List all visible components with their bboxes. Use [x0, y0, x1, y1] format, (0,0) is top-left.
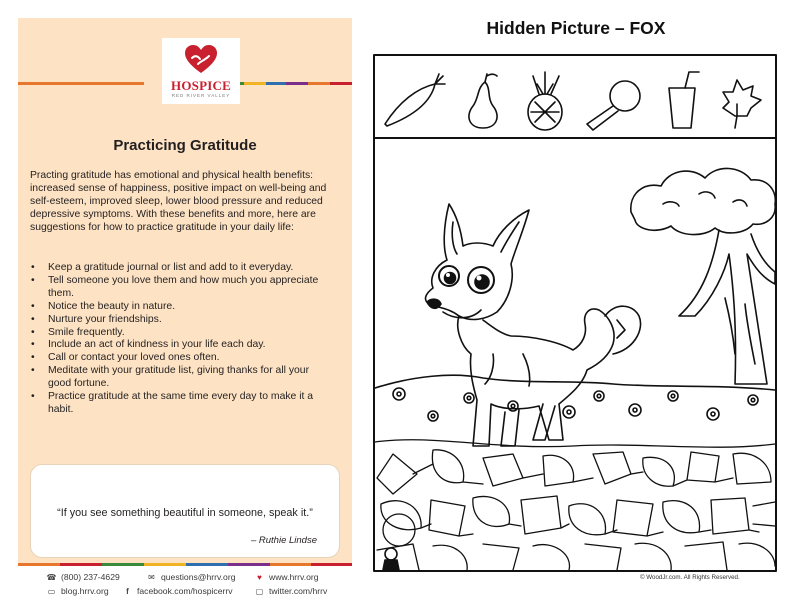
- tips-list: [30, 262, 335, 417]
- quote-text: “If you see something beautiful in someone, speak it.”: [57, 507, 313, 519]
- logo-subtitle: RED RIVER VALLEY: [171, 93, 231, 98]
- drink-cup-icon: [669, 72, 699, 128]
- hidden-objects-ground: [375, 440, 775, 570]
- bullet: •: [31, 326, 35, 338]
- list-item: • Smile frequently.: [31, 326, 125, 338]
- footer-blog[interactable]: ▭ blog.hrrv.org: [47, 586, 109, 596]
- footer-email[interactable]: ✉ questions@hrrv.org: [146, 572, 235, 582]
- logo-name: HOSPICE: [171, 78, 231, 93]
- puzzle-title: Hidden Picture – FOX: [486, 18, 666, 38]
- flowers: [393, 388, 758, 421]
- bullet: •: [31, 391, 35, 403]
- leaf-icon: [723, 80, 761, 128]
- intro-paragraph: Practing gratitude has emotional and physical health benefits: increased sense of happiness, positive impact on well-being and self-esteem, improved sleep, lower blood pressure and reduced depressive symptoms. With these benefits and more, here are suggestions for how to practice gratitude in your daily life:: [30, 170, 327, 233]
- bullet: •: [31, 313, 35, 325]
- hidden-picture-illustration: [373, 54, 777, 572]
- list-item: • Keep a gratitude journal or list and add to it everyday.: [31, 262, 294, 273]
- magnifying-glass-icon: [587, 81, 640, 130]
- facebook-icon: f: [126, 587, 129, 596]
- mail-icon: ✉: [148, 573, 155, 582]
- bullet: •: [31, 262, 35, 273]
- bullet: •: [31, 365, 35, 377]
- contact-footer: [36, 570, 352, 606]
- bullet: •: [31, 339, 35, 351]
- list-item: • Meditate with your gratitude list, giving thanks for all your good fortune.: [31, 365, 310, 390]
- quote-box: [30, 464, 340, 558]
- footer-phone: ☎ (800) 237-4629: [46, 572, 120, 582]
- bullet: •: [31, 352, 35, 364]
- list-item: • Practice gratitude at the same time every day to make it a habit.: [31, 391, 314, 415]
- pear-icon: [469, 74, 497, 128]
- color-stripe-bottom: [18, 563, 352, 566]
- twitter-icon: ▢: [255, 587, 264, 596]
- copyright-notice: © WoodJr.com. All Rights Reserved.: [640, 574, 740, 581]
- list-item: • Tell someone you love them and how much you appreciate them.: [31, 274, 319, 299]
- pineapple-icon: [528, 72, 562, 130]
- list-item: • Notice the beauty in nature.: [31, 300, 176, 312]
- heart-icon: ♥: [257, 573, 262, 582]
- phone-icon: ☎: [46, 573, 57, 582]
- bullet: •: [31, 274, 35, 286]
- quote-author: – Ruthie Lindse: [250, 535, 317, 546]
- list-item: • Nurture your friendships.: [31, 313, 162, 325]
- list-item: • Call or contact your loved ones often.: [31, 352, 220, 364]
- list-item: • Include an act of kindness in your life each day.: [31, 339, 266, 351]
- carrot-icon: [385, 74, 445, 126]
- tree: [631, 168, 775, 384]
- fox: [426, 204, 641, 446]
- footer-facebook[interactable]: f facebook.com/hospicerrv: [122, 586, 233, 596]
- footer-website[interactable]: ♥ www.hrrv.org: [254, 572, 319, 582]
- footer-twitter[interactable]: ▢ twitter.com/hrrv: [255, 586, 328, 596]
- bullet: •: [31, 300, 35, 312]
- mascot-icon: [383, 548, 399, 570]
- heart-hands-icon: [184, 44, 218, 74]
- laptop-icon: ▭: [47, 587, 56, 596]
- hospice-logo: [162, 38, 240, 104]
- info-panel: [18, 18, 352, 566]
- panel-title: Practicing Gratitude: [113, 137, 257, 154]
